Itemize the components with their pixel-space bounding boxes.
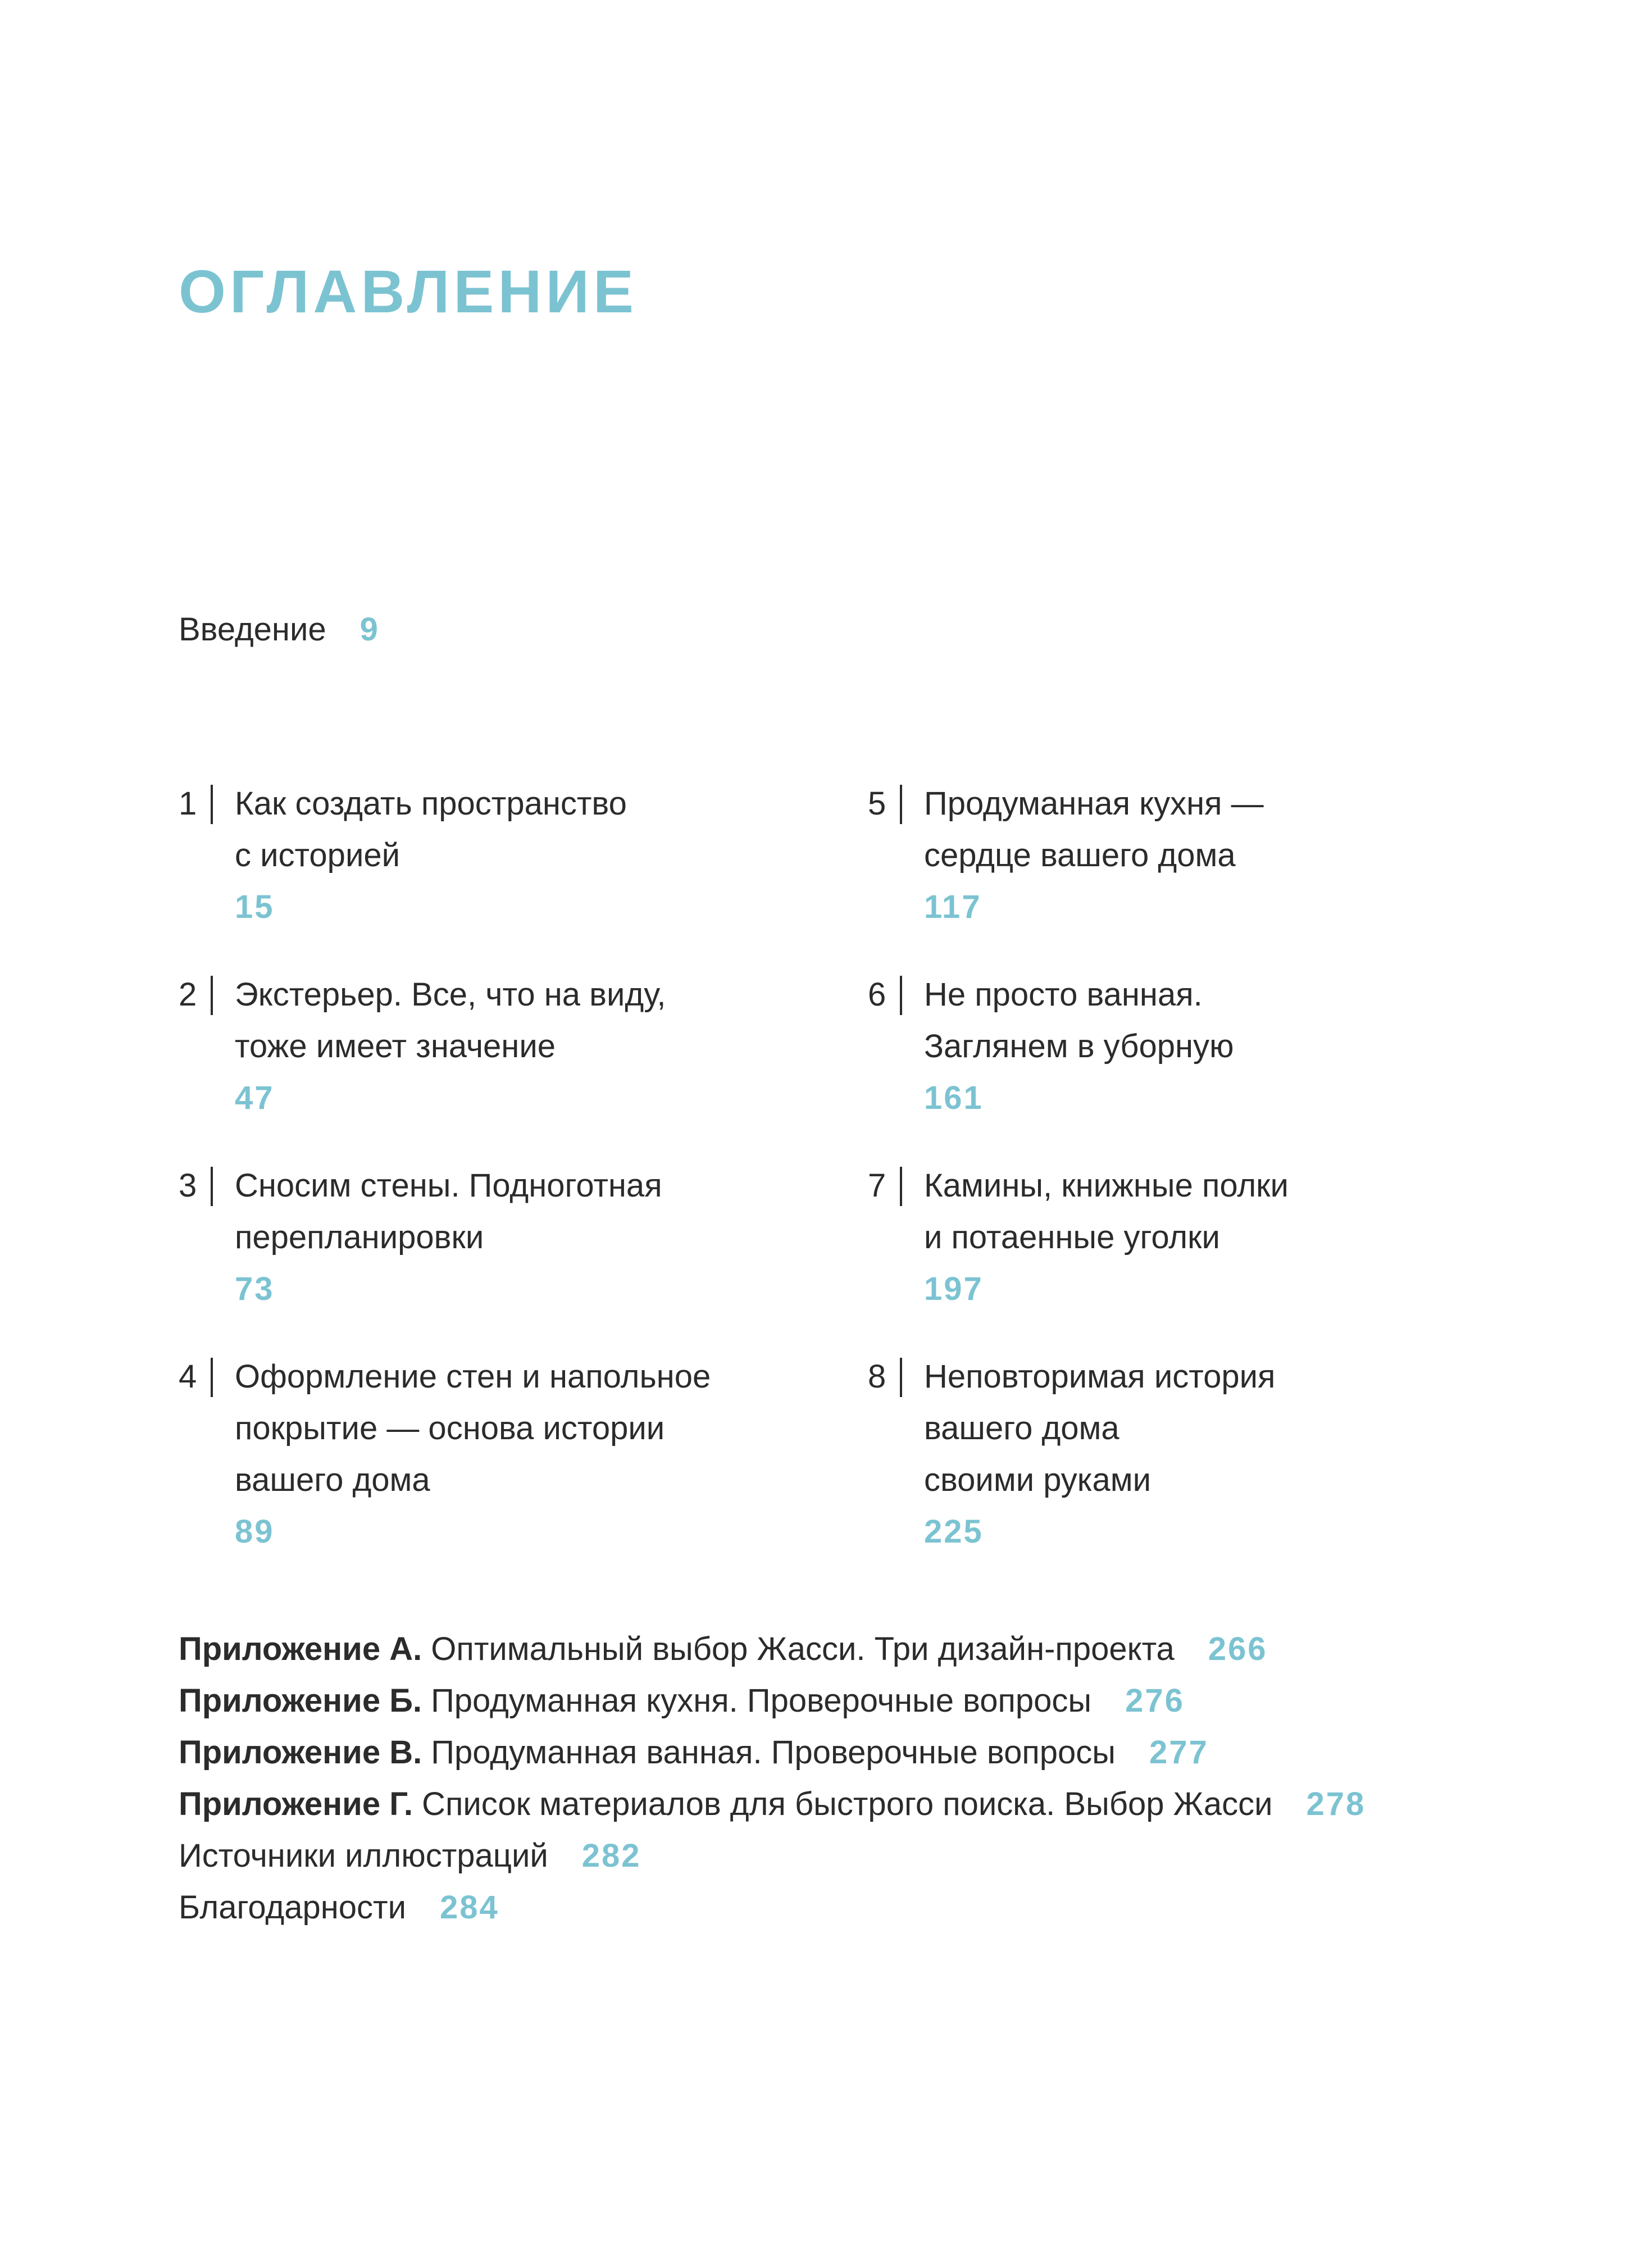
- chapter-title-line: перепланировки: [235, 1219, 484, 1256]
- entry-page-number: 282: [581, 1837, 641, 1874]
- appendix-label: Приложение Г.: [179, 1786, 413, 1822]
- chapter-number: 6: [868, 976, 886, 1013]
- page-title: ОГЛАВЛЕНИЕ: [179, 257, 638, 325]
- chapter-page-number: 89: [235, 1513, 275, 1550]
- chapter-divider: [900, 1358, 902, 1397]
- chapter-divider: [211, 1167, 213, 1206]
- chapter-title-line: Неповторимая история: [924, 1358, 1276, 1395]
- chapter-title-line: Не просто ванная.: [924, 976, 1203, 1013]
- appendix-page-number: 266: [1208, 1631, 1268, 1667]
- chapter-page-number: 47: [235, 1080, 275, 1116]
- chapter-number: 8: [868, 1358, 886, 1395]
- toc-entry-acknowledgements[interactable]: [179, 1882, 1366, 1934]
- chapter-number: 1: [179, 785, 197, 822]
- chapter-title-line: Камины, книжные полки: [924, 1167, 1289, 1204]
- appendix-title: Продуманная кухня. Проверочные вопросы: [422, 1682, 1092, 1719]
- chapter-title-line: сердце вашего дома: [924, 837, 1236, 874]
- chapter-title-line: вашего дома: [235, 1462, 430, 1498]
- chapter-number: 2: [179, 976, 197, 1013]
- chapter-title-line: Экстерьер. Все, что на виду,: [235, 976, 666, 1013]
- intro-label: Введение: [179, 611, 326, 648]
- appendix-page-number: 277: [1149, 1734, 1209, 1771]
- appendix-page-number: 276: [1125, 1682, 1185, 1719]
- appendix-title: Оптимальный выбор Жасси. Три дизайн-проекта: [422, 1631, 1175, 1667]
- toc-entry-illustration-sources[interactable]: [179, 1830, 1366, 1882]
- appendix-label: Приложение А.: [179, 1631, 422, 1667]
- toc-entry-appendix-v[interactable]: [179, 1727, 1366, 1779]
- chapter-divider: [211, 976, 213, 1015]
- toc-appendices: [179, 1623, 1366, 1934]
- chapter-title-line: Сносим стены. Подноготная: [235, 1167, 662, 1204]
- appendix-label: Приложение В.: [179, 1734, 422, 1771]
- chapter-page-number: 117: [924, 889, 982, 925]
- intro-page-number: 9: [359, 611, 380, 648]
- chapter-number: 7: [868, 1167, 886, 1204]
- chapter-page-number: 161: [924, 1080, 984, 1116]
- chapter-page-number: 225: [924, 1513, 984, 1550]
- toc-entry-appendix-a[interactable]: [179, 1623, 1366, 1675]
- chapter-page-number: 73: [235, 1271, 275, 1307]
- entry-title: Благодарности: [179, 1889, 406, 1926]
- chapter-title-line: с историей: [235, 837, 400, 874]
- chapter-title-line: покрытие — основа истории: [235, 1410, 665, 1447]
- chapter-title-line: Как создать пространство: [235, 785, 627, 822]
- toc-entry-appendix-g[interactable]: [179, 1779, 1366, 1830]
- chapter-title-line: и потаенные уголки: [924, 1219, 1220, 1256]
- chapter-divider: [900, 1167, 902, 1206]
- chapter-title-line: вашего дома: [924, 1410, 1119, 1447]
- chapter-divider: [900, 785, 902, 824]
- entry-page-number: 284: [439, 1889, 499, 1926]
- chapter-number: 5: [868, 785, 886, 822]
- appendix-title: Список материалов для быстрого поиска. Выбор Жасси: [412, 1786, 1273, 1822]
- toc-entry-appendix-b[interactable]: [179, 1675, 1366, 1727]
- appendix-page-number: 278: [1306, 1786, 1366, 1822]
- chapter-title-line: тоже имеет значение: [235, 1028, 556, 1065]
- appendix-title: Продуманная ванная. Проверочные вопросы: [422, 1734, 1116, 1771]
- chapter-title-line: Оформление стен и напольное: [235, 1358, 711, 1395]
- chapter-divider: [211, 1358, 213, 1397]
- entry-title: Источники иллюстраций: [179, 1837, 548, 1874]
- chapter-title-line: Продуманная кухня —: [924, 785, 1264, 822]
- chapter-title-line: своими руками: [924, 1462, 1151, 1498]
- appendix-label: Приложение Б.: [179, 1682, 422, 1719]
- chapter-divider: [211, 785, 213, 824]
- chapter-page-number: 197: [924, 1271, 984, 1307]
- chapter-divider: [900, 976, 902, 1015]
- toc-entry-introduction[interactable]: [179, 613, 380, 646]
- chapter-page-number: 15: [235, 889, 275, 925]
- chapter-number: 3: [179, 1167, 197, 1204]
- chapter-title-line: Заглянем в уборную: [924, 1028, 1234, 1065]
- chapter-number: 4: [179, 1358, 197, 1395]
